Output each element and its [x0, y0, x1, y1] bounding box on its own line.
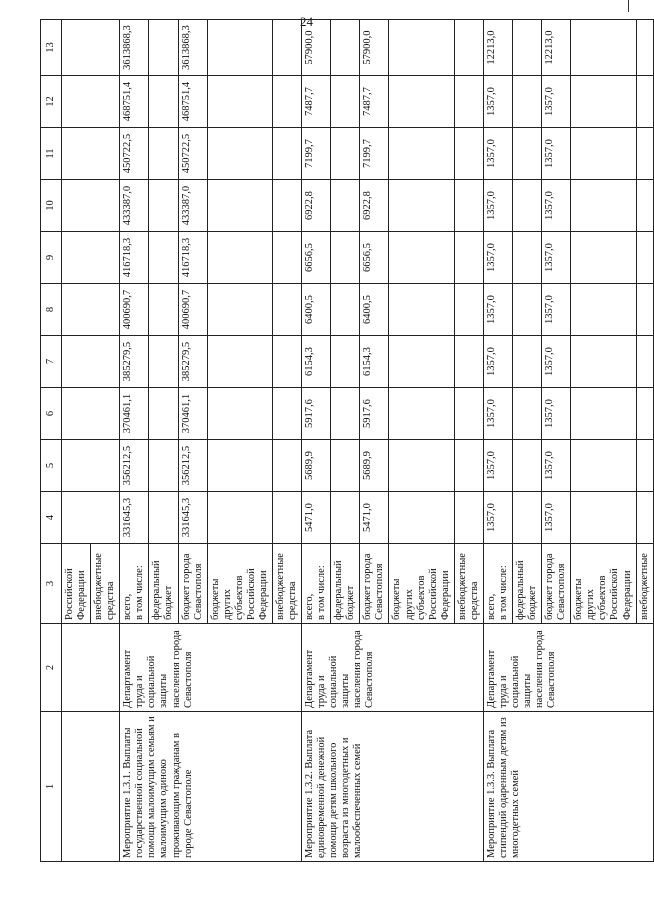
table-cell: бюджеты других субъектов Российской Федерации — [571, 544, 636, 624]
table-cell — [636, 492, 653, 544]
table-cell: бюджет города Севастополя — [542, 544, 571, 624]
amount-cell: 331645,3 — [120, 492, 149, 544]
table-cell — [513, 180, 542, 232]
table-cell — [62, 492, 120, 544]
table-cell — [636, 76, 653, 128]
amount-cell: 433387,0 — [120, 180, 149, 232]
amount-cell: 1357,0 — [483, 336, 512, 388]
table-cell: бюджеты других субъектов Российской Федерации — [207, 544, 272, 624]
table-cell — [207, 388, 272, 440]
table-cell — [207, 440, 272, 492]
table-cell — [513, 232, 542, 284]
table-cell — [571, 232, 636, 284]
amount-cell: 468751,4 — [120, 76, 149, 128]
table-cell — [62, 128, 120, 180]
table-cell — [636, 388, 653, 440]
table-cell — [62, 20, 120, 76]
table-cell — [454, 492, 483, 544]
amount-cell: 7199,7 — [360, 128, 389, 180]
amount-cell: 1357,0 — [483, 180, 512, 232]
table-cell — [513, 76, 542, 128]
table-cell — [571, 76, 636, 128]
page-number: 24 — [300, 14, 313, 29]
table-cell — [331, 20, 360, 76]
table-cell — [207, 20, 272, 76]
amount-cell: 1357,0 — [483, 492, 512, 544]
table-cell — [149, 20, 178, 76]
table-cell — [62, 336, 120, 388]
table-cell — [331, 128, 360, 180]
table-cell — [149, 284, 178, 336]
table-cell — [207, 76, 272, 128]
table-cell — [389, 76, 454, 128]
amount-cell: 6656,5 — [360, 232, 389, 284]
table-cell — [272, 284, 301, 336]
table-cell — [389, 388, 454, 440]
column-header-1: 1 — [41, 712, 62, 862]
column-header-6: 6 — [41, 388, 62, 440]
amount-cell: 5471,0 — [360, 492, 389, 544]
amount-cell: 6400,5 — [360, 284, 389, 336]
table-cell — [389, 180, 454, 232]
amount-cell: 12213,0 — [483, 20, 512, 76]
table-cell: федеральный бюджет — [513, 544, 542, 624]
rotated-table-container — [40, 25, 650, 862]
table-cell — [636, 232, 653, 284]
amount-cell: 1357,0 — [542, 336, 571, 388]
amount-cell: 5471,0 — [302, 492, 331, 544]
table-cell — [571, 492, 636, 544]
table-cell — [331, 232, 360, 284]
amount-cell: 1357,0 — [483, 128, 512, 180]
amount-cell: 6154,3 — [302, 336, 331, 388]
m131-dept: Департамент труда и социальной защиты населения города Севастополя — [120, 624, 302, 712]
table-cell — [149, 232, 178, 284]
amount-cell: 6656,5 — [302, 232, 331, 284]
table-cell — [636, 284, 653, 336]
amount-cell: 57900,0 — [360, 20, 389, 76]
table-cell — [272, 76, 301, 128]
table-cell — [149, 440, 178, 492]
m131-total-row — [120, 20, 149, 862]
table-cell — [513, 440, 542, 492]
amount-cell: 450722,5 — [120, 128, 149, 180]
table-cell — [62, 76, 120, 128]
amount-cell: 5689,9 — [302, 440, 331, 492]
column-header-10: 10 — [41, 180, 62, 232]
table-cell — [454, 336, 483, 388]
table-cell: всего, в том числе: — [302, 544, 331, 624]
table-cell: внебюджетные — [636, 544, 653, 624]
table-cell — [454, 20, 483, 76]
column-header-8: 8 — [41, 284, 62, 336]
table-cell: бюджет города Севастополя — [178, 544, 207, 624]
column-header-4: 4 — [41, 492, 62, 544]
cont-source: Российской Федерации внебюджетные средства — [62, 544, 120, 624]
amount-cell: 3613868,3 — [178, 20, 207, 76]
table-cell — [636, 128, 653, 180]
m132-title: Мероприятие 1.3.2. Выплата единовременной денежной помощи детям школьного возраста из многодетных и малообеспеченных семей — [302, 712, 484, 862]
table-cell — [636, 20, 653, 76]
amount-cell: 1357,0 — [542, 284, 571, 336]
table-cell: внебюджетные средства — [454, 544, 483, 624]
table-cell — [513, 20, 542, 76]
amount-cell: 370461,1 — [178, 388, 207, 440]
amount-cell: 1357,0 — [542, 440, 571, 492]
table-cell — [389, 336, 454, 388]
amount-cell: 6154,3 — [360, 336, 389, 388]
column-header-3: 3 — [41, 544, 62, 624]
amount-cell: 3613868,3 — [120, 20, 149, 76]
table-cell — [571, 128, 636, 180]
table-cell — [272, 492, 301, 544]
amount-cell: 1357,0 — [542, 388, 571, 440]
table-cell — [272, 232, 301, 284]
table-cell — [454, 76, 483, 128]
header-row — [41, 20, 62, 862]
amount-cell: 1357,0 — [542, 492, 571, 544]
table-cell — [513, 284, 542, 336]
table-cell — [272, 20, 301, 76]
m133-total-row — [483, 20, 512, 862]
table-cell — [571, 440, 636, 492]
table-cell — [513, 128, 542, 180]
table-cell: бюджет города Севастополя — [360, 544, 389, 624]
column-header-2: 2 — [41, 624, 62, 712]
table-cell — [454, 284, 483, 336]
table-cell — [571, 180, 636, 232]
table-cell — [62, 388, 120, 440]
amount-cell: 468751,4 — [178, 76, 207, 128]
table-cell: всего, в том числе: — [483, 544, 512, 624]
m133-title: Мероприятие 1.3.3. Выплата стипендий одаренным детям из многодетных семей — [483, 712, 653, 862]
table-cell — [272, 388, 301, 440]
amount-cell: 1357,0 — [483, 388, 512, 440]
table-cell — [149, 336, 178, 388]
table-cell — [149, 388, 178, 440]
amount-cell: 331645,3 — [178, 492, 207, 544]
amount-cell: 5689,9 — [360, 440, 389, 492]
amount-cell: 400690,7 — [178, 284, 207, 336]
amount-cell: 1357,0 — [483, 76, 512, 128]
table-cell — [272, 440, 301, 492]
table-cell — [207, 492, 272, 544]
table-cell — [207, 128, 272, 180]
table-cell — [389, 232, 454, 284]
budget-table — [40, 19, 654, 862]
amount-cell: 12213,0 — [542, 20, 571, 76]
table-cell — [149, 76, 178, 128]
cont-col1 — [62, 712, 120, 862]
table-cell — [207, 180, 272, 232]
amount-cell: 1357,0 — [542, 128, 571, 180]
column-header-5: 5 — [41, 440, 62, 492]
table-cell — [454, 232, 483, 284]
amount-cell: 416718,3 — [120, 232, 149, 284]
amount-cell: 1357,0 — [542, 76, 571, 128]
table-cell — [331, 388, 360, 440]
table-cell — [389, 492, 454, 544]
amount-cell: 450722,5 — [178, 128, 207, 180]
table-cell — [513, 336, 542, 388]
table-cell — [331, 284, 360, 336]
amount-cell: 7487,7 — [360, 76, 389, 128]
table-cell: внебюджетные средства — [272, 544, 301, 624]
table-cell: федеральный бюджет — [331, 544, 360, 624]
table-cell — [389, 128, 454, 180]
amount-cell: 6922,8 — [302, 180, 331, 232]
column-header-11: 11 — [41, 128, 62, 180]
amount-cell: 1357,0 — [483, 440, 512, 492]
m131-title: Мероприятие 1.3.1. Выплаты государственной социальной помощи малоимущим семьям и малоимущим одиноко проживающим гражданам в городе Севастополе — [120, 712, 302, 862]
column-header-7: 7 — [41, 336, 62, 388]
table-cell — [207, 232, 272, 284]
table-cell — [389, 284, 454, 336]
amount-cell: 433387,0 — [178, 180, 207, 232]
table-cell — [513, 492, 542, 544]
table-cell — [272, 128, 301, 180]
table-cell — [149, 128, 178, 180]
amount-cell: 1357,0 — [483, 284, 512, 336]
amount-cell: 356212,5 — [178, 440, 207, 492]
table-cell — [331, 492, 360, 544]
amount-cell: 385279,5 — [120, 336, 149, 388]
amount-cell: 1357,0 — [542, 180, 571, 232]
column-header-13: 13 — [41, 20, 62, 76]
table-cell — [636, 440, 653, 492]
amount-cell: 7487,7 — [302, 76, 331, 128]
table-cell — [513, 388, 542, 440]
amount-cell: 400690,7 — [120, 284, 149, 336]
amount-cell: 416718,3 — [178, 232, 207, 284]
amount-cell: 6400,5 — [302, 284, 331, 336]
table-cell — [571, 284, 636, 336]
table-cell — [636, 336, 653, 388]
table-cell — [149, 180, 178, 232]
table-cell — [272, 180, 301, 232]
table-cell — [62, 440, 120, 492]
table-cell: бюджеты других субъектов Российской Федерации — [389, 544, 454, 624]
m132-dept: Департамент труда и социальной защиты населения города Севастополя — [302, 624, 484, 712]
amount-cell: 5917,6 — [302, 388, 331, 440]
amount-cell: 57900,0 — [302, 20, 331, 76]
table-cell — [149, 492, 178, 544]
amount-cell: 1357,0 — [483, 232, 512, 284]
table-cell — [636, 180, 653, 232]
table-cell — [571, 388, 636, 440]
amount-cell: 6922,8 — [360, 180, 389, 232]
table-cell — [207, 336, 272, 388]
table-cell — [62, 180, 120, 232]
table-cell — [62, 232, 120, 284]
table-cell — [331, 180, 360, 232]
amount-cell: 370461,1 — [120, 388, 149, 440]
amount-cell: 7199,7 — [302, 128, 331, 180]
table-cell — [389, 20, 454, 76]
table-cell — [571, 336, 636, 388]
table-cell — [331, 76, 360, 128]
cont-col2 — [62, 624, 120, 712]
table-cell — [62, 284, 120, 336]
amount-cell: 1357,0 — [542, 232, 571, 284]
continuation-row — [62, 20, 120, 862]
column-header-9: 9 — [41, 232, 62, 284]
table-cell — [389, 440, 454, 492]
amount-cell: 5917,6 — [360, 388, 389, 440]
amount-cell: 385279,5 — [178, 336, 207, 388]
amount-cell: 356212,5 — [120, 440, 149, 492]
table-cell — [571, 20, 636, 76]
table-cell — [207, 284, 272, 336]
table-cell — [331, 336, 360, 388]
table-cell — [454, 388, 483, 440]
column-header-12: 12 — [41, 76, 62, 128]
edge-mark — [628, 0, 629, 12]
table-cell — [272, 336, 301, 388]
table-cell: федеральный бюджет — [149, 544, 178, 624]
m132-total-row — [302, 20, 331, 862]
table-cell — [331, 440, 360, 492]
m133-dept: Департамент труда и социальной защиты населения города Севастополя — [483, 624, 653, 712]
table-cell — [454, 128, 483, 180]
m131-src-total: всего, в том числе: — [120, 544, 149, 624]
table-cell — [454, 180, 483, 232]
table-cell — [454, 440, 483, 492]
